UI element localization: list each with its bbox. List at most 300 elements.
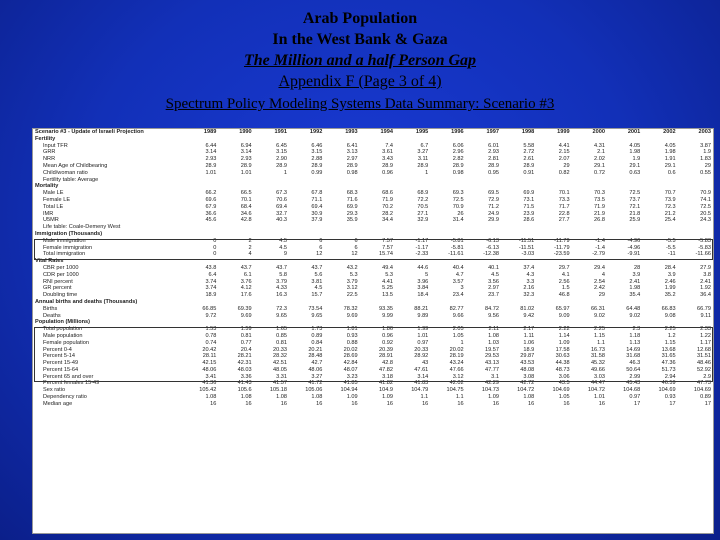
table-cell: 4 — [601, 271, 605, 278]
table-cell: 3.81 — [311, 278, 323, 285]
table-cell: 71.1 — [311, 196, 323, 203]
table-cell — [501, 224, 536, 231]
table-cell: 1.18 — [629, 332, 641, 339]
table-cell: 1.65 — [276, 326, 287, 333]
row-label: CDR per 1000 — [43, 271, 79, 278]
row-label: GR percent — [43, 285, 72, 292]
table-cell — [642, 231, 677, 238]
table-cell: 44.38 — [555, 360, 570, 367]
table-cell: 70.1 — [240, 196, 252, 203]
table-cell — [324, 258, 359, 265]
table-cell: 0.93 — [346, 332, 358, 339]
table-cell — [678, 177, 713, 184]
table-cell: 47.73 — [697, 380, 711, 387]
table-cell: 2.22 — [558, 326, 570, 333]
table-cell: 22.8 — [558, 210, 570, 217]
table-cell: -1.4 — [595, 237, 605, 244]
table-cell: 0.92 — [382, 339, 393, 346]
table-cell: 16 — [351, 400, 358, 407]
table-cell: 28.19 — [449, 353, 464, 360]
table-cell: -5.81 — [450, 244, 464, 251]
table-row — [33, 265, 713, 272]
table-cell: 104.79 — [411, 387, 429, 394]
table-cell — [360, 224, 395, 231]
table-cell — [572, 224, 607, 231]
table-cell — [324, 224, 359, 231]
table-cell: 20.4 — [240, 346, 252, 353]
table-cell: 16 — [563, 400, 570, 407]
table-cell: 2.94 — [664, 373, 676, 380]
table-cell: 41.83 — [414, 380, 429, 387]
table-cell — [218, 224, 253, 231]
table-cell: 2.93 — [240, 156, 252, 163]
table-cell: 70.9 — [700, 190, 711, 197]
table-cell: 67.9 — [205, 203, 217, 210]
table-cell: 43 — [422, 360, 429, 367]
table-cell: -2.79 — [592, 251, 605, 258]
table-cell: 46.59 — [661, 380, 676, 387]
table-cell: 2.25 — [594, 326, 605, 333]
table-cell: 3.57 — [452, 278, 464, 285]
table-cell: 2.05 — [452, 326, 464, 333]
table-row — [33, 347, 713, 354]
year-header: 1995 — [415, 129, 429, 135]
table-cell: 73.9 — [664, 196, 676, 203]
table-cell: 1.73 — [311, 326, 323, 333]
table-cell — [642, 136, 677, 143]
table-cell: 32.9 — [417, 217, 429, 224]
table-cell: 9.72 — [205, 312, 217, 319]
table-cell: 0.63 — [629, 169, 641, 176]
row-label: Dependency ratio — [43, 394, 87, 401]
table-row — [33, 211, 713, 218]
table-cell: 6.41 — [346, 142, 358, 149]
table-cell: 9.11 — [700, 312, 711, 319]
year-header: 2002 — [663, 129, 676, 135]
table-cell: 0.89 — [311, 332, 323, 339]
row-label: RNI percent — [43, 278, 73, 285]
table-cell: 84.72 — [484, 305, 499, 312]
table-cell: 1.05 — [558, 394, 570, 401]
row-label: Mean Age of Childbearing — [43, 162, 108, 169]
table-cell: 1.22 — [700, 332, 711, 339]
table-cell: 3.41 — [205, 373, 217, 380]
table-cell: 1.01 — [594, 394, 605, 401]
row-label: Male immigration — [43, 237, 86, 244]
table-cell — [395, 136, 430, 143]
table-cell — [395, 177, 430, 184]
year-header: 1997 — [486, 129, 499, 135]
table-cell — [218, 258, 253, 265]
table-cell — [466, 299, 501, 306]
table-cell: 0.88 — [346, 339, 358, 346]
table-cell: 0 — [213, 244, 217, 251]
table-cell — [607, 224, 642, 231]
table-cell — [572, 299, 607, 306]
table-row — [33, 170, 713, 177]
title-line-4: Appendix F (Page 3 of 4) — [278, 73, 442, 90]
table-cell — [360, 183, 395, 190]
table-cell: 16 — [598, 400, 605, 407]
table-cell — [536, 231, 571, 238]
table-cell: 70.1 — [558, 190, 570, 197]
table-cell: 40.3 — [276, 217, 287, 224]
table-cell: 3.12 — [346, 285, 358, 292]
table-cell: 1.92 — [700, 285, 711, 292]
table-cell: 70.2 — [382, 203, 393, 210]
table-cell: 42.31 — [237, 360, 252, 367]
table-cell: 104.69 — [693, 387, 711, 394]
table-cell — [360, 319, 395, 326]
table-row — [33, 313, 713, 320]
table-cell: 1.98 — [664, 149, 676, 156]
table-cell: 0.99 — [311, 169, 323, 176]
row-label: Female immigration — [43, 244, 93, 251]
table-cell: 0.81 — [240, 332, 252, 339]
table-cell: 67.8 — [311, 190, 323, 197]
table-cell: 3.9 — [632, 271, 641, 278]
row-label: Population (Millions) — [35, 319, 90, 326]
table-cell: 3.1 — [491, 373, 499, 380]
table-cell: 2.81 — [488, 156, 499, 163]
table-cell: 28.9 — [311, 162, 323, 169]
row-label: Input TFR — [43, 142, 68, 149]
table-cell: 74.1 — [700, 196, 711, 203]
table-cell — [360, 136, 395, 143]
table-cell: 34.4 — [382, 217, 393, 224]
table-cell: 66.5 — [240, 190, 252, 197]
table-cell: -6.13 — [486, 237, 499, 244]
table-cell — [254, 183, 289, 190]
table-cell: 0.97 — [629, 394, 641, 401]
table-cell: 105.18 — [269, 387, 287, 394]
table-cell: 16 — [245, 400, 252, 407]
table-cell: 17.58 — [555, 346, 570, 353]
table-cell: 42.51 — [272, 360, 287, 367]
table-cell: 6.94 — [240, 142, 252, 149]
table-cell: 3.74 — [205, 285, 217, 292]
table-cell — [218, 231, 253, 238]
table-cell: 4.5 — [491, 271, 499, 278]
title-block — [0, 8, 720, 115]
table-cell: 0 — [213, 237, 217, 244]
table-cell: 7.57 — [382, 237, 393, 244]
table-cell: 2.1 — [597, 149, 605, 156]
table-cell — [183, 258, 218, 265]
table-cell: 12 — [351, 251, 358, 258]
table-cell: 2.97 — [488, 285, 499, 292]
table-cell: 4.3 — [526, 271, 535, 278]
table-cell: 71.6 — [346, 196, 358, 203]
table-cell: 82.77 — [449, 305, 464, 312]
table-cell: 66.83 — [661, 305, 676, 312]
table-cell: 3.12 — [452, 373, 464, 380]
table-cell: 71.5 — [523, 203, 535, 210]
table-row — [33, 204, 713, 211]
table-cell: 3.74 — [205, 278, 217, 285]
table-cell: 28 — [634, 264, 641, 271]
table-cell: 73.54 — [308, 305, 323, 312]
table-cell — [642, 299, 677, 306]
table-cell: 25.4 — [664, 217, 676, 224]
table-cell: 24.3 — [700, 217, 711, 224]
table-cell: 31.65 — [661, 353, 676, 360]
table-cell: 6.01 — [488, 142, 499, 149]
table-cell — [607, 183, 642, 190]
table-cell: 9.66 — [452, 312, 464, 319]
table-cell: 16 — [528, 400, 535, 407]
table-cell — [183, 231, 218, 238]
table-cell — [218, 183, 253, 190]
table-cell: 73.3 — [558, 196, 570, 203]
table-cell: 3.79 — [346, 278, 358, 285]
table-cell: 1.83 — [700, 156, 711, 163]
table-cell: 1.09 — [558, 339, 570, 346]
table-cell: 6 — [354, 237, 358, 244]
row-label: Female LE — [43, 196, 71, 203]
table-cell: 3.14 — [417, 373, 429, 380]
table-row — [33, 251, 713, 258]
table-cell: 45.43 — [626, 380, 641, 387]
table-cell: -5.83 — [698, 244, 711, 251]
year-header: 1990 — [239, 129, 252, 135]
table-cell: 0.98 — [346, 169, 358, 176]
table-row — [33, 353, 713, 360]
table-cell: 29 — [563, 162, 570, 169]
table-cell: 1.08 — [488, 332, 499, 339]
table-cell: 40.4 — [452, 264, 464, 271]
table-cell: -11.66 — [695, 251, 711, 258]
table-cell: 3.84 — [417, 285, 429, 292]
table-cell: 69.9 — [346, 203, 358, 210]
table-cell — [395, 183, 430, 190]
table-cell: 30.63 — [555, 353, 570, 360]
table-cell: 43.2 — [346, 264, 358, 271]
table-cell: 2.97 — [346, 156, 358, 163]
table-cell: 1 — [283, 169, 287, 176]
table-cell: -23.59 — [553, 251, 570, 258]
table-cell: -1.17 — [415, 244, 429, 251]
table-cell: 2.02 — [594, 156, 605, 163]
year-header: 1994 — [380, 129, 393, 135]
table-cell: 47.36 — [661, 360, 676, 367]
table-cell: 1.09 — [488, 394, 499, 401]
table-cell — [360, 258, 395, 265]
table-cell — [572, 183, 607, 190]
table-cell: 104.69 — [658, 387, 676, 394]
table-cell — [607, 177, 642, 184]
table-cell: 31.58 — [590, 353, 605, 360]
table-cell: 29 — [598, 292, 605, 299]
table-cell — [218, 299, 253, 306]
table-cell: 1 — [460, 339, 464, 346]
table-cell: 28.9 — [452, 162, 464, 169]
table-cell: 1.01 — [240, 169, 252, 176]
table-cell: 28.9 — [417, 162, 429, 169]
table-cell — [466, 231, 501, 238]
table-cell — [466, 177, 501, 184]
table-cell — [324, 136, 359, 143]
table-cell: 36.4 — [700, 292, 711, 299]
table-cell: 0.72 — [594, 169, 605, 176]
table-cell: 78.32 — [343, 305, 358, 312]
table-row — [33, 285, 713, 292]
table-cell: 3.13 — [346, 149, 358, 156]
table-cell — [501, 258, 536, 265]
table-cell: 69.3 — [452, 190, 464, 197]
table-cell: 3.06 — [558, 373, 570, 380]
table-cell: 104.69 — [552, 387, 570, 394]
table-cell: -5.83 — [698, 237, 711, 244]
row-label: Births — [43, 305, 58, 312]
title-line-2: In the West Bank & Gaza — [272, 31, 448, 48]
table-row — [33, 224, 713, 231]
table-cell: 43.7 — [311, 264, 323, 271]
table-cell: 72.5 — [700, 203, 711, 210]
table-cell: 3.03 — [594, 373, 605, 380]
table-cell: -1.4 — [595, 244, 605, 251]
table-cell: 1.99 — [417, 326, 429, 333]
table-cell: 4.7 — [455, 271, 464, 278]
year-header: 2001 — [627, 129, 641, 135]
table-cell: 9.42 — [523, 312, 535, 319]
table-cell: 0.98 — [452, 169, 464, 176]
table-cell: 4.31 — [594, 142, 605, 149]
title-line-1: Arab Population — [302, 10, 418, 27]
table-cell — [360, 231, 395, 238]
table-cell — [254, 136, 289, 143]
table-cell: 73.7 — [629, 196, 641, 203]
table-cell — [395, 231, 430, 238]
table-row — [33, 394, 713, 401]
table-cell: 43.7 — [240, 264, 252, 271]
row-label: Percent females 15-49 — [43, 380, 100, 387]
table-cell: 40.1 — [488, 264, 499, 271]
table-cell: 0.93 — [664, 394, 676, 401]
table-cell: 42.15 — [202, 360, 217, 367]
table-cell: 68.6 — [382, 190, 393, 197]
table-cell: 9.02 — [629, 312, 641, 319]
row-label: Immigration (Thousands) — [35, 230, 103, 237]
table-cell: 105.6 — [237, 387, 252, 394]
table-cell: 3.08 — [523, 373, 535, 380]
table-cell: -11.79 — [554, 237, 570, 244]
table-cell: 20.5 — [700, 210, 711, 217]
table-cell: 41.36 — [202, 380, 217, 387]
table-cell: 0.95 — [488, 169, 499, 176]
table-cell: 70.7 — [664, 190, 676, 197]
table-cell: 3 — [460, 285, 464, 292]
table-cell — [183, 177, 218, 184]
row-label: U5MR — [43, 217, 59, 224]
header-label: Scenario #3 - Update of Israeli Projection — [35, 129, 144, 135]
table-cell: 72.9 — [488, 196, 499, 203]
table-cell: 2.17 — [523, 326, 535, 333]
table-row — [33, 183, 713, 190]
table-cell: 68.4 — [240, 203, 252, 210]
table-cell: 2.46 — [664, 278, 676, 285]
table-cell: 28.69 — [343, 353, 358, 360]
table-cell: 43.13 — [484, 360, 499, 367]
table-cell — [607, 136, 642, 143]
table-cell: 26.8 — [594, 217, 605, 224]
year-header: 1991 — [274, 129, 287, 135]
table-cell — [501, 299, 536, 306]
table-cell — [642, 319, 677, 326]
table-cell: 28.91 — [378, 353, 393, 360]
table-cell — [254, 299, 289, 306]
table-cell: 9.99 — [382, 312, 393, 319]
table-cell: 15.74 — [378, 251, 393, 258]
row-label: Percent 15-64 — [43, 366, 79, 373]
table-cell: 1.06 — [523, 339, 535, 346]
row-label: Annual births and deaths (Thousands) — [35, 298, 138, 305]
table-cell: 104.72 — [517, 387, 535, 394]
table-row — [33, 374, 713, 381]
table-row — [33, 299, 713, 306]
table-cell: 1.1 — [420, 394, 429, 401]
table-cell — [678, 183, 713, 190]
table-row — [33, 326, 713, 333]
table-cell: 5.8 — [279, 271, 287, 278]
table-cell: -2.33 — [415, 251, 429, 258]
table-cell: 16 — [210, 400, 217, 407]
table-cell: 28.9 — [276, 162, 287, 169]
table-header-row — [33, 129, 713, 136]
table-cell: 32.7 — [276, 210, 287, 217]
row-label: Female population — [43, 339, 90, 346]
table-cell — [289, 224, 324, 231]
table-cell: 6.44 — [205, 142, 217, 149]
table-cell: 29.53 — [484, 353, 499, 360]
table-cell: 49.4 — [382, 264, 393, 271]
table-cell: 1.91 — [664, 156, 676, 163]
table-cell: -1.17 — [415, 237, 429, 244]
table-cell: 16.73 — [590, 346, 605, 353]
table-cell: 69.6 — [205, 196, 217, 203]
table-cell — [360, 299, 395, 306]
table-cell: 2.96 — [452, 149, 464, 156]
table-cell: 0 — [213, 251, 217, 258]
row-label: Mortality — [35, 183, 59, 190]
table-cell: 28.9 — [205, 162, 217, 169]
table-cell: 48.46 — [697, 360, 711, 367]
table-row — [33, 272, 713, 279]
table-cell — [536, 136, 571, 143]
table-cell: 0.6 — [667, 169, 676, 176]
table-cell — [183, 136, 218, 143]
table-cell: -11.79 — [554, 244, 570, 251]
table-cell — [536, 183, 571, 190]
table-cell: 3.15 — [311, 149, 323, 156]
table-row — [33, 319, 713, 326]
table-cell: 5.25 — [382, 285, 393, 292]
table-cell: 69.9 — [523, 190, 535, 197]
table-cell — [430, 258, 465, 265]
table-cell: 9.69 — [346, 312, 358, 319]
table-cell: 4.5 — [314, 285, 323, 292]
table-cell: 35.9 — [346, 217, 358, 224]
table-cell: 21.2 — [664, 210, 676, 217]
table-cell: -4.96 — [627, 244, 641, 251]
table-cell: 1.01 — [417, 332, 429, 339]
table-cell — [289, 319, 324, 326]
year-header: 2000 — [592, 129, 605, 135]
table-cell: 28.9 — [240, 162, 252, 169]
table-cell — [430, 231, 465, 238]
table-cell: 1.08 — [240, 394, 252, 401]
table-cell: 1.17 — [700, 339, 711, 346]
